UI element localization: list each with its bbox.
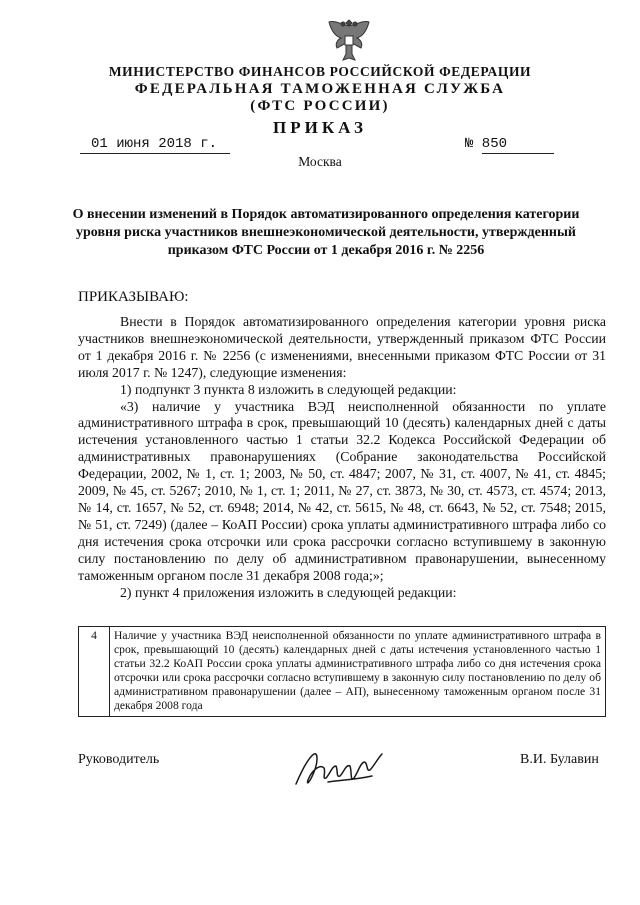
signatory-name: В.И. Булавин bbox=[520, 752, 599, 767]
body-paragraph: 2) пункт 4 приложения изложить в следующей редакции: bbox=[120, 584, 457, 600]
coat-of-arms-icon bbox=[326, 14, 372, 64]
signatory-role: Руководитель bbox=[78, 752, 160, 767]
body-paragraph: «3) наличие у участника ВЭД неисполненной обязанности по уплате административного штрафа в срок, превышающий 10 (десять) календарных дней с даты истечения установленного частью 1 статьи 32.2 Кодекса Российской Федерации об административных правонарушениях (Собрание законодательства Российской Федерации, 2002, № 1, ст. 1; 2003, № 50, ст. 4847; 2007, № 31, ст. 4007, № 41, ст. 4845; 2009, № 45, ст. 5267; 2010, № 1, ст. 1; 2011, № 27, ст. 3873, № 30, ст. 4573, ст. 4574; 2013, № 14, ст. 1657, № 52, ст. 6948; 2014, № 42, ст. 5615, № 48, ст. 6643, № 52, ст. 7548; 2015, № 51, ст. 7249) (далее – КоАП России) срока уплаты административного штрафа либо со дня истечения срока отсрочки или срока рассрочки согласно вступившему в законную силу постановлению по делу об административном правонарушении, вынесенному таможенным органом после 31 декабря 2008 года;»; bbox=[78, 398, 606, 583]
body-paragraph: Внести в Порядок автоматизированного определения категории уровня риска участников внешнеэкономической деятельности, утвержденный приказом ФТС России от 1 декабря 2016 г. № 2256 (с изменениями, внесенными приказом ФТС России от 31 июля 2017 г. № 1247), следующие изменения: bbox=[78, 314, 606, 380]
table-cell-text: Наличие у участника ВЭД неисполненной обязанности по уплате административного штрафа в срок, превышающий 10 (десять) календарных дней с даты истечения установленного частью 1 статьи 32.2 КоАП России срока уплаты административного штрафа либо со дня истечения срока отсрочки или срока рассрочки согласно вступившему в законную силу постановлению по делу об административном правонарушении (далее – АП), вынесенному таможенным органом после 31 декабря 2008 года bbox=[110, 627, 606, 717]
service-short-name: (ФТС РОССИИ) bbox=[250, 98, 390, 114]
order-title: О внесении изменений в Порядок автоматизированного определения категории уровня риска участников внешнеэкономической деятельности, утвержденный приказом ФТС России от 1 декабря 2016 г. № 2256 bbox=[72, 207, 580, 258]
table-cell-number: 4 bbox=[79, 627, 110, 717]
order-date: 01 июня 2018 г. bbox=[91, 136, 218, 152]
ministry-name: МИНИСТЕРСТВО ФИНАНСОВ РОССИЙСКОЙ ФЕДЕРАЦИИ bbox=[108, 64, 532, 79]
amendment-table bbox=[78, 626, 606, 717]
table-row bbox=[79, 627, 606, 717]
handwritten-signature bbox=[288, 740, 398, 796]
order-number: № 850 bbox=[465, 136, 508, 152]
order-directive: ПРИКАЗЫВАЮ: bbox=[78, 289, 189, 305]
service-name: ФЕДЕРАЛЬНАЯ ТАМОЖЕННАЯ СЛУЖБА bbox=[134, 81, 506, 97]
body-paragraph: 1) подпункт 3 пункта 8 изложить в следующей редакции: bbox=[120, 381, 457, 397]
city: Москва bbox=[298, 154, 342, 169]
order-body bbox=[78, 314, 606, 601]
document-type: ПРИКАЗ bbox=[273, 118, 367, 137]
